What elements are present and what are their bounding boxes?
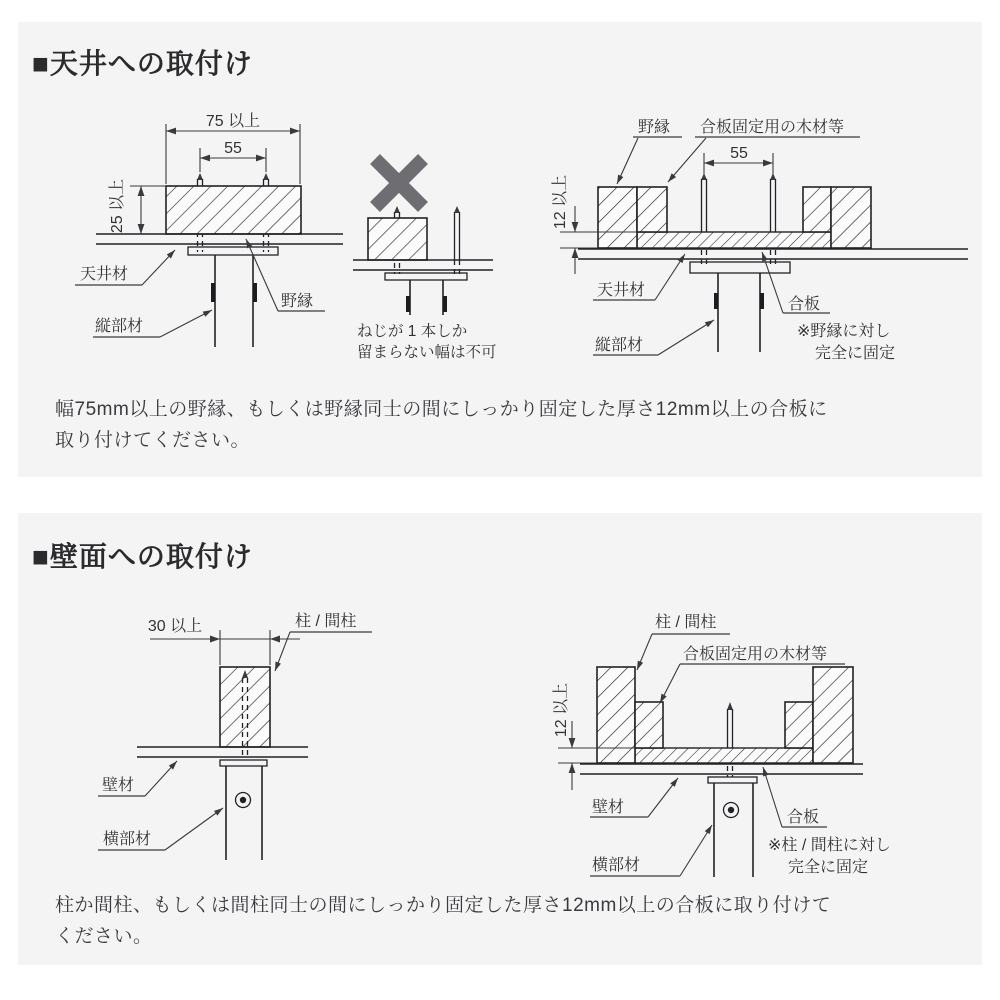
bracket-plate xyxy=(385,273,467,280)
screw xyxy=(770,173,776,267)
ceiling-section-title: ■天井への取付け xyxy=(32,48,253,79)
ceiling-right-diagram xyxy=(551,118,968,362)
ceiling-left-diagram xyxy=(75,112,343,347)
fixing-note-line2: 完全に固定 xyxy=(788,859,869,876)
wall-mount-panel xyxy=(18,513,982,965)
wall-left-diagram xyxy=(98,612,372,860)
screw xyxy=(727,702,733,777)
dim-width-label: 30 以上 xyxy=(147,618,203,635)
plywood-label: 合板 xyxy=(788,296,821,313)
fixing-wood-block xyxy=(635,702,663,748)
fixing-note-line1: ※柱 / 間柱に対し xyxy=(768,837,891,854)
ceiling-body-line2: 取り付けてください。 xyxy=(55,430,251,451)
plywood-label: 合板 xyxy=(787,809,820,826)
dim-thickness-label: 12 以上 xyxy=(552,174,569,230)
ceiling-mount-panel xyxy=(18,22,982,477)
fixing-wood-block xyxy=(803,187,831,232)
vertical-member-label: 縦部材 xyxy=(95,318,144,335)
screw xyxy=(454,206,460,274)
ng-caption-line1: ねじが 1 本しか xyxy=(357,323,468,340)
wall-section-title: ■壁面への取付け xyxy=(32,541,253,572)
narrow-batten-block xyxy=(368,218,427,260)
stud-block xyxy=(220,667,270,747)
dim-height-label: 25 以上 xyxy=(109,178,126,234)
batten-label: 野縁 xyxy=(281,293,314,310)
wall-right-diagram xyxy=(552,613,891,877)
ng-caption-line2: 留まらない幅は不可 xyxy=(357,344,497,361)
fixing-note-line2: 完全に固定 xyxy=(815,345,896,362)
fixing-wood-block xyxy=(785,702,813,748)
screw xyxy=(701,173,707,267)
wall-body-line2: ください。 xyxy=(55,926,153,947)
batten-block xyxy=(598,187,637,248)
vertical-member-label: 縦部材 xyxy=(595,337,644,354)
ng-cross-icon xyxy=(375,159,423,207)
stud-block xyxy=(813,667,853,763)
stud-label: 柱 / 間柱 xyxy=(655,614,717,631)
fixing-wood-label: 合板固定用の木材等 xyxy=(700,119,845,136)
stud-block xyxy=(597,667,635,763)
wall-material-label: 壁材 xyxy=(102,777,135,794)
ceiling-material-label: 天井材 xyxy=(80,266,129,283)
ceiling-body-text xyxy=(55,394,952,456)
horizontal-member-label: 横部材 xyxy=(103,831,152,848)
fixing-wood-label: 合板固定用の木材等 xyxy=(683,646,828,663)
batten-label: 野縁 xyxy=(638,119,671,136)
horizontal-member-label: 横部材 xyxy=(592,857,641,874)
ceiling-body-line1: 幅75mm以上の野縁、もしくは野縁同士の間にしっかり固定した厚さ12mm以上の合板に xyxy=(55,399,828,420)
bracket-plate xyxy=(708,777,757,783)
plywood-board xyxy=(637,232,831,248)
dim-thickness-label: 12 以上 xyxy=(553,682,570,738)
bracket-plate xyxy=(220,760,267,766)
wall-material-label: 壁材 xyxy=(592,799,625,816)
ceiling-material-label: 天井材 xyxy=(597,282,646,299)
dim-width-label: 75 以上 xyxy=(205,113,261,130)
dim-screw-spacing-label: 55 xyxy=(730,145,748,162)
bracket-plate xyxy=(188,247,278,255)
ceiling-ng-diagram xyxy=(353,159,497,361)
screw-head-icon xyxy=(236,793,251,808)
wall-body-text xyxy=(55,890,952,952)
plywood-board xyxy=(635,748,813,763)
dim-screw-spacing-label: 55 xyxy=(224,140,242,157)
fixing-note-line1: ※野縁に対し xyxy=(797,323,891,340)
batten-block xyxy=(166,186,301,234)
screw-head-icon xyxy=(724,803,739,818)
batten-block xyxy=(831,187,871,248)
wall-body-line1: 柱か間柱、もしくは間柱同士の間にしっかり固定した厚さ12mm以上の合板に取り付けて xyxy=(55,895,832,916)
stud-label: 柱 / 間柱 xyxy=(295,613,357,630)
fixing-wood-block xyxy=(637,187,667,232)
